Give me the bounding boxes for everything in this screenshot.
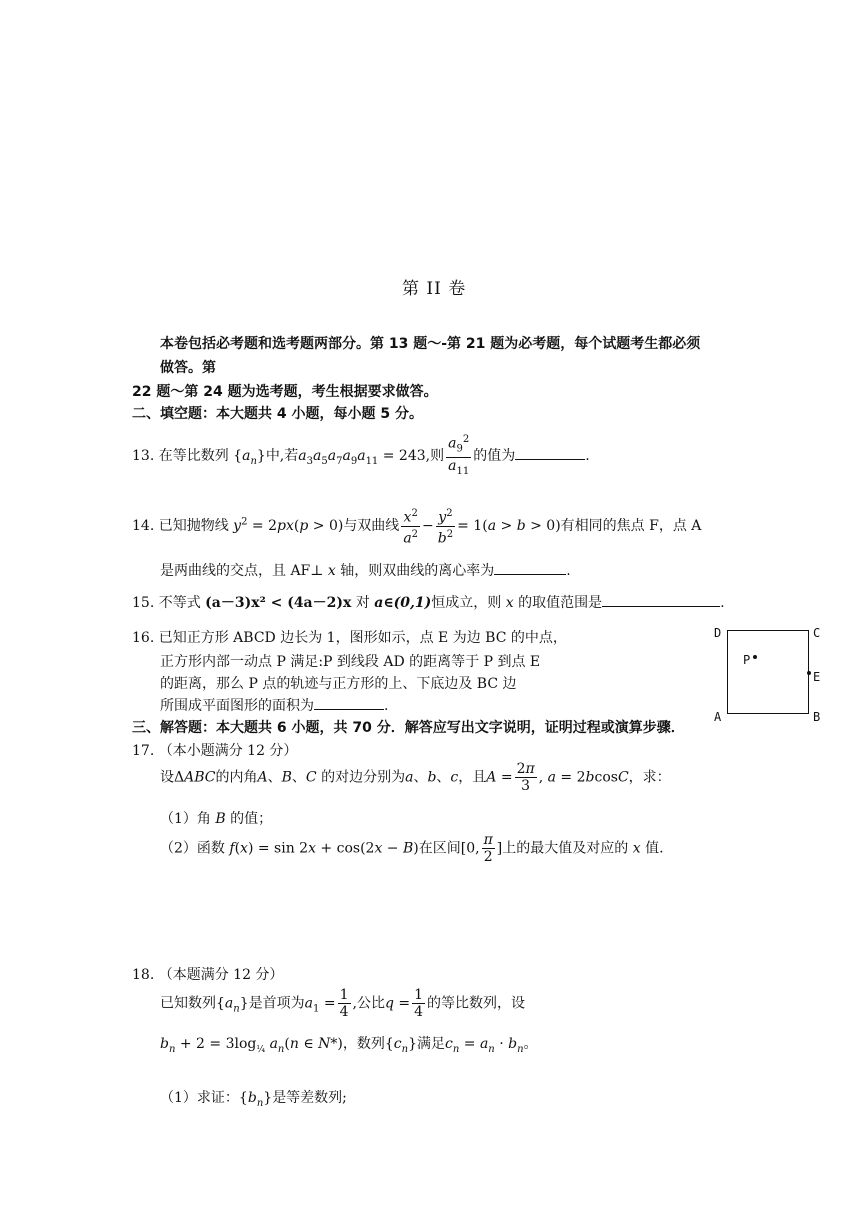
intro-line-2: 做答。第 — [160, 360, 216, 376]
section-fill-in: 二、填空题：本大题共 4 小题，每小题 5 分。 — [132, 406, 423, 422]
q13-fraction: $\frac{a_9^2}{a_{11}}$ — [448, 434, 470, 478]
label-p: P — [743, 653, 751, 667]
square-abcd — [727, 630, 809, 714]
question-18-part-1: （1）求证：$\{b_n\}$是等差数列; — [160, 1090, 347, 1109]
label-c: C — [813, 626, 821, 640]
question-18-line-2: $b_n + 2 = 3\log_{\frac{1}{4}}$ $a_n(n$ ∈ N*)，数列$\{c_n\}$满足$c_n = a_n \cdot b_n$。 — [160, 1036, 538, 1055]
q15-answer-blank[interactable] — [602, 594, 720, 607]
label-a: A — [714, 710, 722, 724]
q16-number: 16. — [132, 630, 155, 646]
q16-answer-blank[interactable] — [314, 697, 384, 710]
point-e — [807, 671, 811, 675]
question-18-line-1: 已知数列$\{a_n\}$是首项为$a_1$ = $\frac{1}{4}$ ,公比q = $\frac{1}{4}$ 的等比数列，设 — [160, 987, 526, 1020]
question-17-line-1: 设ΔABC的内角A、B、C 的对边分别为a、b、c，且A = $\frac{2\pi}{3}$ , a = 2bcosC，求： — [160, 761, 671, 794]
label-d: D — [714, 626, 722, 640]
question-14-line-2: 是两曲线的交点，且 AF⊥ x 轴，则双曲线的离心率为 . — [160, 563, 571, 579]
intro-line-1: 本卷包括必考题和选考题两部分。第 13 题～-第 21 题为必考题，每个试题考生都必须 — [160, 336, 701, 352]
intro-line-3: 22 题～第 24 题为选考题，考生根据要求做答。 — [132, 384, 438, 400]
question-16-line-2: 正方形内部一动点 P 满足:P 到线段 AD 的距离等于 P 到点 E — [160, 654, 541, 670]
square-figure — [712, 624, 832, 728]
question-15: 15. 不等式 (a－3)x² < (4a－2)x 对 a∈(0,1)恒成立，则 x 的取值范围是 . — [132, 595, 725, 611]
question-17-header: 17. （本小题满分 12 分） — [132, 743, 298, 759]
point-p — [753, 655, 757, 659]
question-16-line-3: 的距离，那么 P 点的轨迹与正方形的上、下底边及 BC 边 — [160, 676, 517, 692]
question-17-part-1: （1）角 B 的值； — [160, 811, 273, 827]
question-16-line-1: 16. 已知正方形 ABCD 边长为 1，图形如示，点 E 为边 BC 的中点， — [132, 630, 567, 646]
label-b: B — [813, 710, 821, 724]
section-solve: 三、解答题：本大题共 6 小题，共 70 分．解答应写出文字说明，证明过程或演算步骤． — [132, 720, 685, 736]
question-13: 13. 在等比数列 $\{a_n\}$中,若$a_3a_5a_7a_9a_{11} = 243$,则 $\frac{a_9^2}{a_{11}}$ 的值为 . — [132, 432, 590, 480]
q17-number: 17. — [132, 743, 155, 759]
label-e: E — [813, 670, 821, 684]
q15-number: 15. — [132, 595, 155, 611]
q14-number: 14. — [132, 518, 155, 535]
q14-answer-blank[interactable] — [494, 562, 566, 575]
q13-number: 13. — [132, 448, 155, 465]
page-title: 第 II 卷 — [402, 279, 467, 299]
question-14: 14. 已知抛物线 $y^2 = 2px(p > 0)$与双曲线 $\frac{x^2}{a^2}$ − $\frac{y^2}{b^2}$ = 1(a > b > 0)有相同的焦点 F，点 A — [132, 508, 702, 547]
question-16-line-4: 所围成平面图形的面积为 . — [160, 698, 389, 714]
question-18-header: 18. （本题满分 12 分） — [132, 967, 284, 983]
question-17-part-2: （2）函数 f(x) = sin 2x + cos(2x − B)在区间[0, $\frac{\pi}{2}$ ]上的最大值及对应的 x 值. — [160, 832, 664, 865]
q13-answer-blank[interactable] — [515, 447, 585, 460]
q18-number: 18. — [132, 967, 155, 983]
